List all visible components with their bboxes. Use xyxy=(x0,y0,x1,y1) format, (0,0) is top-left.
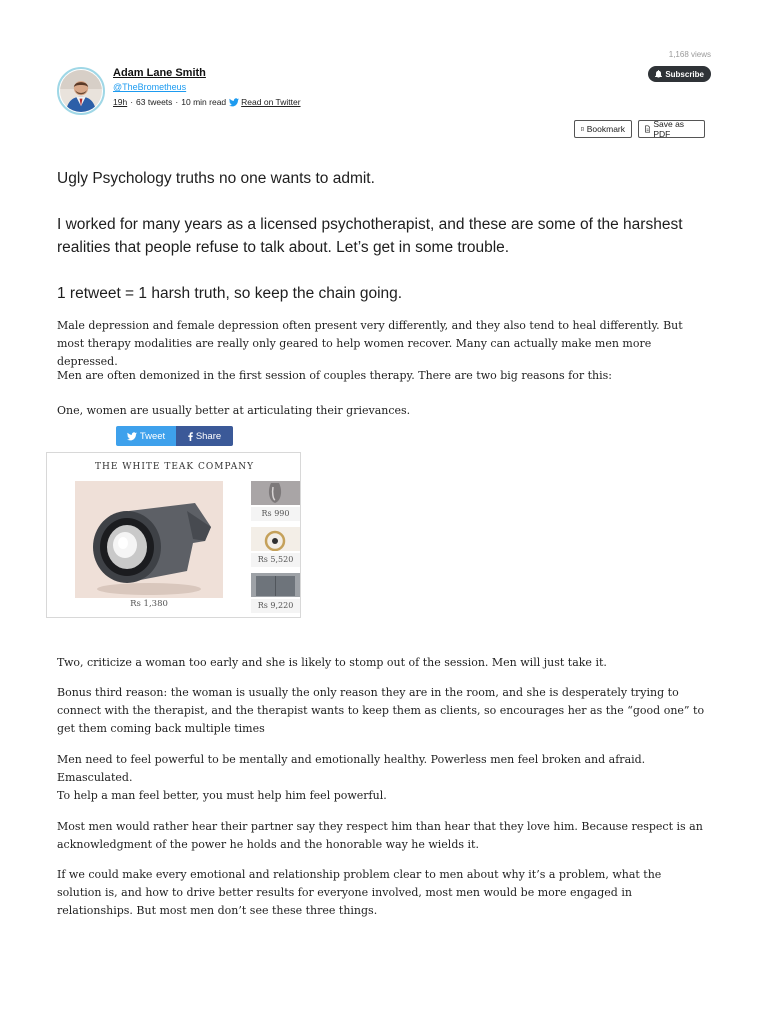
ad-thumbnail-3[interactable] xyxy=(251,573,300,597)
vase-image xyxy=(251,481,300,505)
tweet-label: Tweet xyxy=(139,430,166,442)
spotlight-lamp-image xyxy=(75,481,223,598)
facebook-share-button[interactable] xyxy=(176,426,233,446)
twitter-bird-icon xyxy=(229,98,239,107)
ad-main-product-image[interactable] xyxy=(75,481,223,598)
ad-brand: THE WHITE TEAK COMPANY xyxy=(94,462,255,472)
thread-intro-3: 1 retweet = 1 harsh truth, so keep the chain going. xyxy=(57,285,403,302)
thread-intro-2: I worked for many years as a licensed psychotherapist, and these are some of the harshest realities that people refuse to talk about. Let’s get in some trouble. xyxy=(57,216,683,256)
read-time: 10 min read xyxy=(181,97,227,107)
tweet-paragraph: Bonus third reason: the woman is usually the only reason they are in the room, and she is desperately trying to connect with the therapist, and the therapist wants to keep them as clients, so encourages her as the “good one” to get them coming back multiple times xyxy=(57,686,705,735)
avatar-image xyxy=(60,70,102,112)
ad-thumbnail-price: Rs 990 xyxy=(251,507,300,521)
ad-thumbnail-1[interactable] xyxy=(251,481,300,505)
meta-separator: · xyxy=(130,97,134,107)
author-name[interactable]: Adam Lane Smith xyxy=(113,67,206,79)
author-handle[interactable]: @TheBrometheus xyxy=(113,82,187,92)
tweet-count: 63 tweets xyxy=(136,97,173,107)
subscribe-button[interactable] xyxy=(648,66,711,82)
tweet-paragraph: Men are often demonized in the first session of couples therapy. There are two big reasons for this: xyxy=(57,369,612,382)
read-on-twitter-label: Read on Twitter xyxy=(241,97,301,107)
advertisement[interactable] xyxy=(46,452,301,618)
read-on-twitter-link[interactable] xyxy=(229,97,300,107)
tweet-paragraph: Men need to feel powerful to be mentally and emotionally healthy. Powerless men feel broken and afraid. Emasculated. xyxy=(57,753,646,784)
bell-icon xyxy=(655,70,662,78)
ad-thumbnail-price: Rs 9,220 xyxy=(251,599,300,613)
bookmark-button[interactable] xyxy=(574,120,632,138)
bookmark-icon xyxy=(581,125,584,133)
twitter-bird-icon xyxy=(127,432,137,441)
tweet-button[interactable] xyxy=(116,426,176,446)
tweet-paragraph: Male depression and female depression often present very differently, and they also tend to heal differently. But most therapy modalities are really only geared to help women recover. Many can actually make men more depressed. xyxy=(57,319,683,368)
tweet-paragraph: Most men would rather hear their partner say they respect him than hear that they love him. Because respect is an acknowledgment of the power he holds and the honorable way he wields it. xyxy=(57,820,703,851)
facebook-icon xyxy=(188,432,193,441)
share-bar xyxy=(116,426,233,446)
document-icon xyxy=(645,125,650,133)
view-count: 1,168 views xyxy=(668,50,711,59)
tweet-paragraph: If we could make every emotional and relationship problem clear to men about why it’s a problem, what the solution is, and how to drive better results for everyone involved, most men would be more engaged in relationships. But most men don’t see these three things. xyxy=(57,868,662,917)
ad-thumbnail-2[interactable] xyxy=(251,527,300,551)
bookmark-label: Bookmark xyxy=(586,124,625,134)
thread-meta xyxy=(113,97,301,107)
ad-main-price: Rs 1,380 xyxy=(130,599,168,609)
ad-thumbnail-price: Rs 5,520 xyxy=(251,553,300,567)
tweet-paragraph: Two, criticize a woman too early and she is likely to stomp out of the session. Men will just take it. xyxy=(57,656,607,669)
author-avatar[interactable] xyxy=(57,67,105,115)
tweet-paragraph: To help a man feel better, you must help him feel powerful. xyxy=(57,789,387,802)
thread-intro-1: Ugly Psychology truths no one wants to admit. xyxy=(57,170,375,187)
subscribe-label: Subscribe xyxy=(665,69,704,79)
save-as-pdf-button[interactable] xyxy=(638,120,705,138)
thread-time[interactable]: 19h xyxy=(113,97,128,107)
save-as-pdf-label: Save as PDF xyxy=(653,119,685,139)
cabinet-image xyxy=(251,573,300,597)
meta-separator: · xyxy=(175,97,179,107)
share-label: Share xyxy=(195,430,222,442)
ring-decor-image xyxy=(251,527,300,551)
tweet-paragraph: One, women are usually better at articulating their grievances. xyxy=(57,404,411,417)
